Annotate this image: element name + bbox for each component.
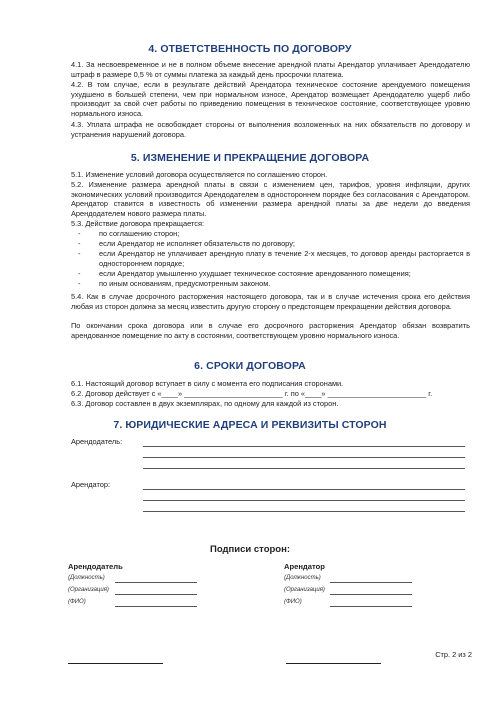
landlord-position-line [115, 582, 197, 583]
section-5-title: 5. ИЗМЕНЕНИЕ И ПРЕКРАЩЕНИЕ ДОГОВОРА [130, 152, 370, 164]
clause-4-1: 4.1. За несвоевременное и не в полном объеме внесение арендной платы Арендатор уплачивает Арендодателю штраф в размере 0,5 % от суммы платежа за каждый день просрочки платежа. [71, 60, 470, 79]
tenant-organization-label: (Организация) [284, 587, 325, 593]
tenant-requisites-line [143, 511, 465, 512]
clause-5-1: 5.1. Изменение условий договора осуществляется по соглашению сторон. [71, 170, 328, 179]
tenant-requisites-line [143, 500, 465, 501]
landlord-signature-heading: Арендодатель [68, 562, 123, 571]
tenant-fio-line [330, 606, 412, 607]
tenant-signature-line [286, 663, 381, 664]
landlord-requisites-line [143, 457, 465, 458]
list-item: - по иным основаниям, предусмотренным законом. [78, 279, 271, 288]
tenant-label: Арендатор: [71, 480, 111, 489]
landlord-position-label: (Должность) [68, 575, 105, 581]
landlord-requisites-line [143, 468, 465, 469]
landlord-fio-line [115, 606, 197, 607]
list-item: - если Арендатор умышленно ухудшает техническое состояние арендованного помещения; [78, 269, 411, 278]
landlord-fio-label: (ФИО) [68, 599, 86, 605]
landlord-signature-line [68, 663, 163, 664]
tenant-organization-line [330, 594, 412, 595]
tenant-position-line [330, 582, 412, 583]
list-item: - по соглашению сторон; [78, 229, 180, 238]
tenant-position-label: (Должность) [284, 575, 321, 581]
landlord-requisites-line [143, 446, 465, 447]
list-item: - если Арендатор не уплачивает арендную плату в течение 2-х месяцев, то договор аренды расторгается в одностороннем порядке; [78, 249, 470, 268]
clause-5-2: 5.2. Изменение размера арендной платы в связи с изменением цен, тарифов, уровня инфляции, других экономических условий производится Арендодателем в одностороннем порядке без согласования с Арендатором. Арендатор ставится в известность об изменении размера арендной платы за две недели до введения Арендодателем нового размера платы. [71, 180, 470, 219]
clause-4-3: 4.3. Уплата штрафа не освобождает стороны от выполнения возложенных на них обязательств по договору и устранения нарушений договора. [71, 120, 470, 139]
signatures-title: Подписи сторон: [210, 544, 290, 555]
section-7-title: 7. ЮРИДИЧЕСКИЕ АДРЕСА И РЕКВИЗИТЫ СТОРОН [113, 419, 387, 431]
clause-6-2: 6.2. Договор действует с «____» ________________________ г. по «____» ________________________ г. [71, 389, 433, 398]
clause-4-2: 4.2. В том случае, если в результате действий Арендатора техническое состояние арендуемого помещения ухудшено в большей степени, чем при нормальном износе, Арендатор возмещает Арендодателю ущерб либо производит за свой счет работы по приведению помещения в техническое состояние, соответствующее уровню нормального износа. [71, 80, 470, 119]
section-6-title: 6. СРОКИ ДОГОВОРА [194, 360, 306, 372]
clause-5-3: 5.3. Действие договора прекращается: [71, 219, 205, 228]
clause-5-4: 5.4. Как в случае досрочного расторжения настоящего договора, так и в случае истечения срока его действия любая из сторон должна за месяц известить другую сторону о предстоящем прекращении действия договора. [71, 292, 470, 311]
page-number: Стр. 2 из 2 [435, 650, 472, 659]
landlord-label: Арендодатель: [71, 437, 123, 446]
tenant-fio-label: (ФИО) [284, 599, 302, 605]
landlord-organization-line [115, 594, 197, 595]
list-item: - если Арендатор не исполняет обязательств по договору; [78, 239, 295, 248]
clause-6-3: 6.3. Договор составлен в двух экземплярах, по одному для каждой из сторон. [71, 399, 339, 408]
tenant-requisites-line [143, 489, 465, 490]
clause-5-5: По окончании срока договора или в случае его досрочного расторжения Арендатор обязан возвратить арендованное помещение по акту в состоянии, соответствующем уровню нормального износа. [71, 321, 470, 340]
clause-6-1: 6.1. Настоящий договор вступает в силу с момента его подписания сторонами. [71, 379, 344, 388]
landlord-organization-label: (Организация) [68, 587, 109, 593]
section-4-title: 4. ОТВЕТСТВЕННОСТЬ ПО ДОГОВОРУ [148, 43, 352, 55]
tenant-signature-heading: Арендатор [284, 562, 325, 571]
